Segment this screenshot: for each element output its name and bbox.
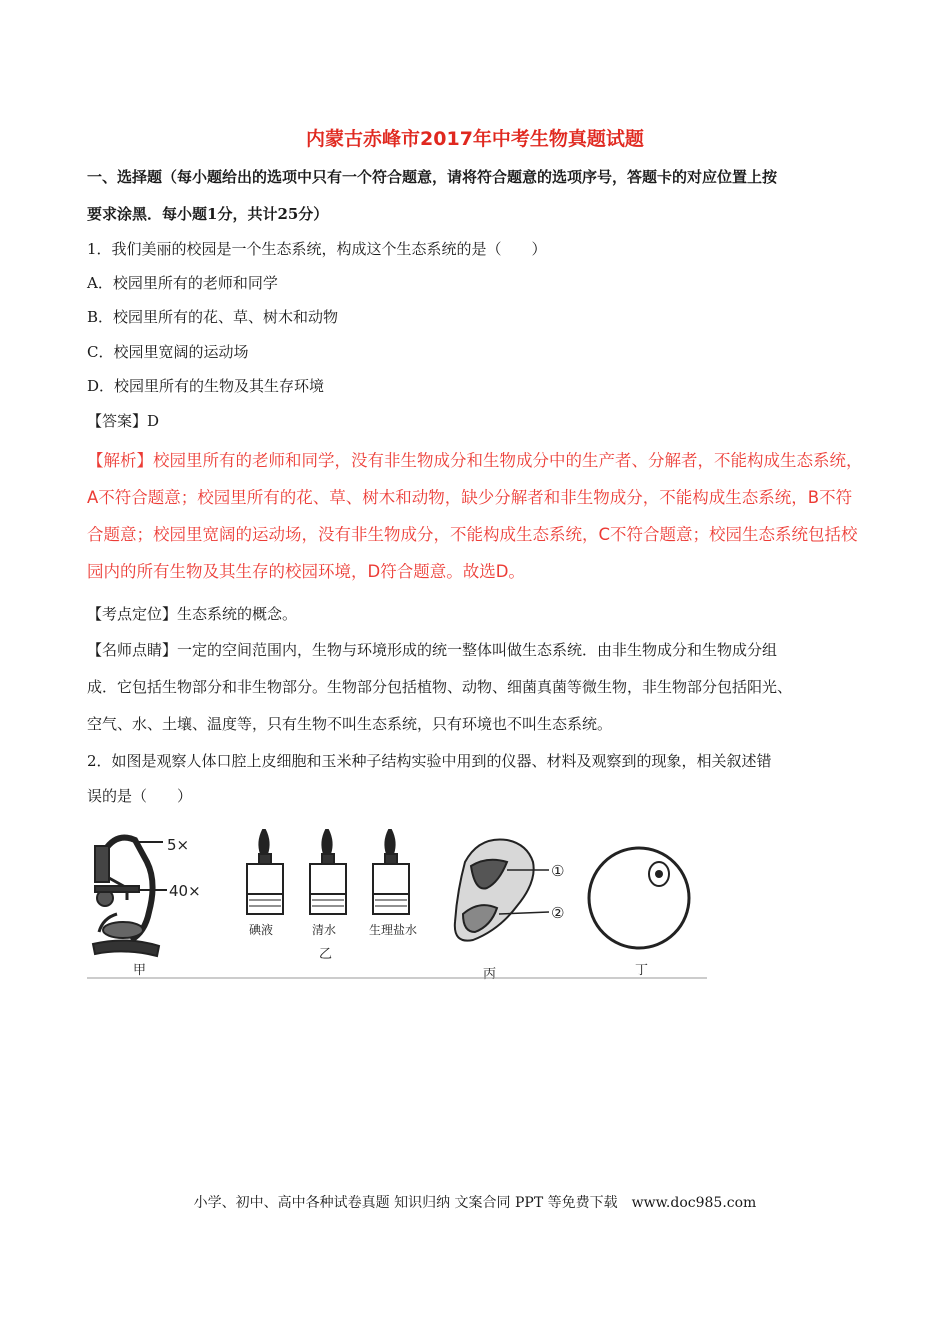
- question-1-answer: 【答案】D: [87, 412, 160, 430]
- bottle-label-saline: 生理盐水: [369, 923, 418, 937]
- dropper-bottle-2: [310, 830, 346, 914]
- bottle-label-water: 清水: [312, 923, 337, 937]
- question-1-option-a: A．校园里所有的老师和同学: [87, 274, 278, 292]
- page-title: 内蒙古赤峰市2017年中考生物真题试题: [306, 128, 644, 150]
- analysis-line-3: 合题意；校园里宽阔的运动场，没有非生物成分，不能构成生态系统，C不符合题意；校园生态系统包括校: [87, 525, 858, 544]
- question-1-option-c: C．校园里宽阔的运动场: [87, 343, 249, 361]
- section-header-line-1: 一、选择题（每小题给出的选项中只有一个符合题意，请将符合题意的选项序号，答题卡的对应位置上按: [87, 168, 778, 186]
- objective-label-5x: 5×: [167, 836, 190, 854]
- panel-label-yi: 乙: [319, 947, 333, 962]
- objective-label-40x: 40×: [169, 882, 201, 900]
- analysis-line-4: 园内的所有生物及其生存的校园环境，D符合题意。故选D。: [87, 562, 525, 581]
- kaodian-line: 【考点定位】生态系统的概念。: [87, 605, 298, 623]
- mingshi-line-1: 【名师点睛】一定的空间范围内，生物与环境形成的统一整体叫做生态系统．由非生物成分和生物成分组: [87, 641, 778, 659]
- panel-label-ding: 丁: [635, 963, 649, 978]
- corn-seed-illustration: [455, 839, 549, 940]
- question-1-stem: 1．我们美丽的校园是一个生态系统，构成这个生态系统的是（ ）: [87, 240, 547, 258]
- seed-mark-1: ①: [551, 862, 565, 880]
- page-footer: 小学、初中、高中各种试卷真题 知识归纳 文案合同 PPT 等免费下载 www.doc985.com: [193, 1195, 757, 1211]
- question-2-stem-line-2: 误的是（ ）: [87, 787, 193, 805]
- panel-label-jia: 甲: [133, 963, 147, 978]
- seed-mark-2: ②: [551, 904, 565, 922]
- bottle-label-iodine: 碘液: [249, 923, 274, 937]
- question-1-option-d: D．校园里所有的生物及其生存环境: [87, 377, 325, 395]
- experiment-figure: [87, 822, 707, 982]
- panel-label-bing: 丙: [483, 967, 497, 982]
- analysis-line-1: 【解析】校园里所有的老师和同学，没有非生物成分和生物成分中的生产者、分解者，不能构成生态系统，: [87, 451, 863, 470]
- dropper-bottle-3: [373, 830, 409, 914]
- dropper-bottle-1: [247, 830, 283, 914]
- mingshi-line-2: 成．它包括生物部分和非生物部分。生物部分包括植物、动物、细菌真菌等微生物，非生物部分包括阳光、: [87, 678, 793, 696]
- microscope-illustration: [93, 838, 167, 956]
- microscope-view-illustration: [589, 848, 689, 948]
- analysis-line-2: A不符合题意；校园里所有的花、草、树木和动物，缺少分解者和非生物成分，不能构成生态系统，B不符: [87, 488, 853, 507]
- mingshi-line-3: 空气、水、土壤、温度等，只有生物不叫生态系统，只有环境也不叫生态系统。: [87, 715, 613, 733]
- section-header-line-2: 要求涂黑．每小题1分，共计25分）: [87, 205, 329, 223]
- question-2-stem-line-1: 2．如图是观察人体口腔上皮细胞和玉米种子结构实验中用到的仪器、材料及观察到的现象，相关叙述错: [87, 752, 772, 770]
- question-1-option-b: B．校园里所有的花、草、树木和动物: [87, 308, 339, 326]
